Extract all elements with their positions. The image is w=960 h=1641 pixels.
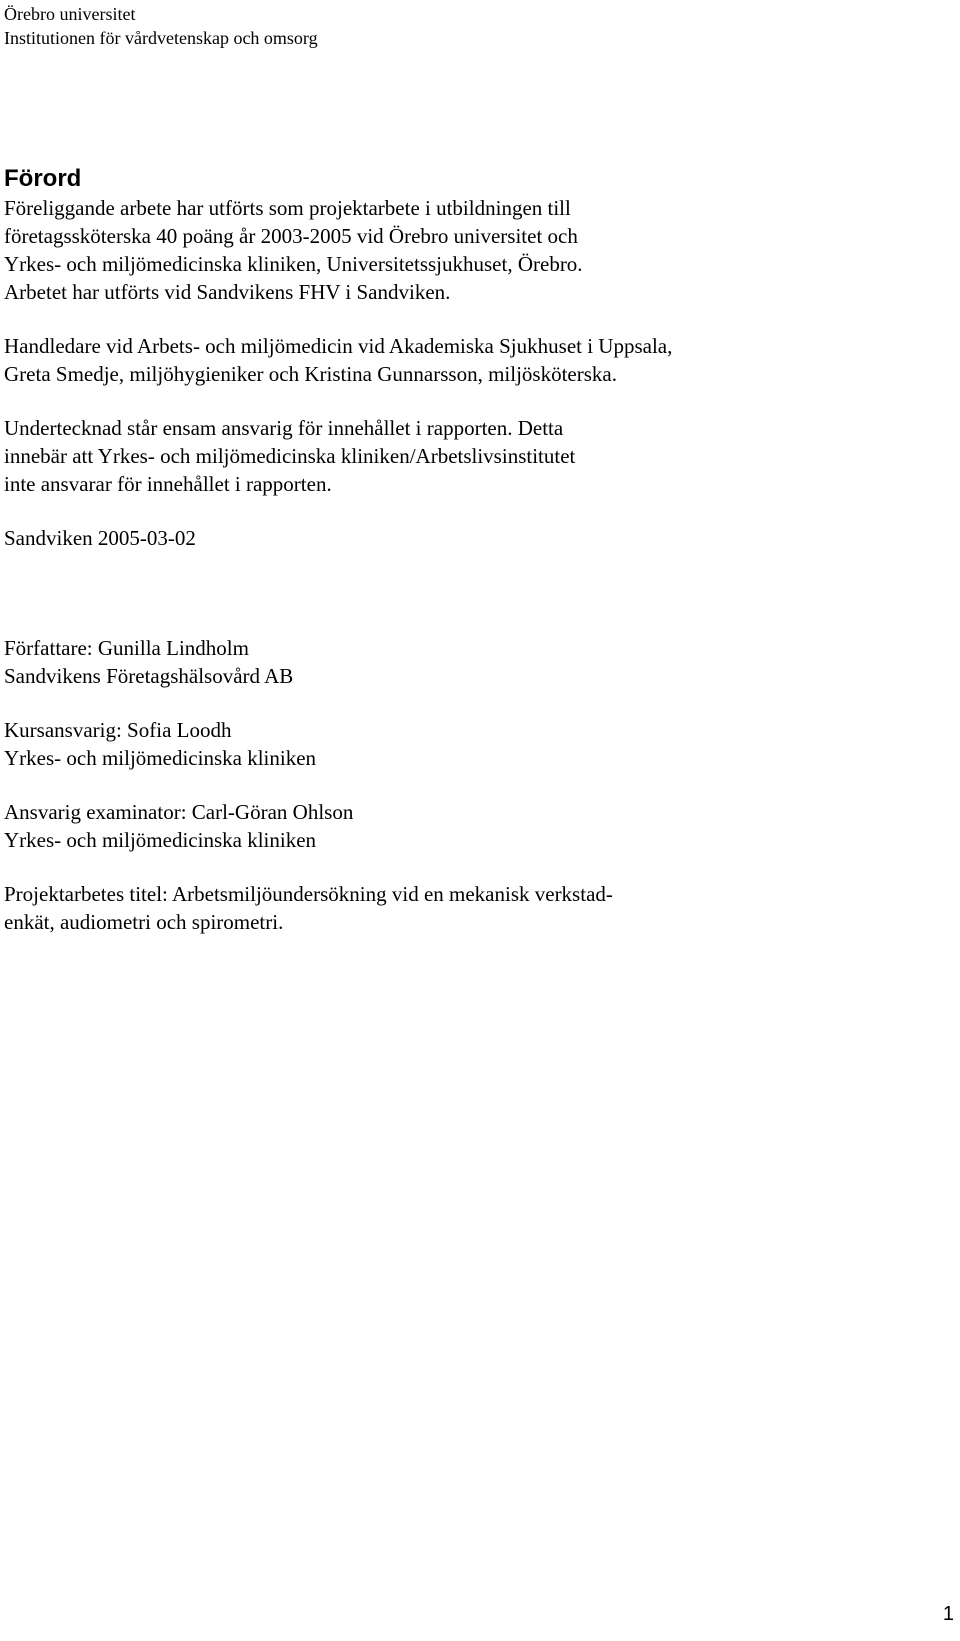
text-line: Föreliggande arbete har utförts som projektarbete i utbildningen till xyxy=(4,196,571,220)
text-line: Handledare vid Arbets- och miljömedicin vid Akademiska Sjukhuset i Uppsala, xyxy=(4,334,673,358)
document-body xyxy=(4,150,934,936)
text-line: Yrkes- och miljömedicinska kliniken xyxy=(4,828,317,852)
text-line: Ansvarig examinator: Carl-Göran Ohlson xyxy=(4,800,354,824)
paragraph-place-date xyxy=(4,524,934,552)
text-line: företagssköterska 40 poäng år 2003-2005 vid Örebro universitet och xyxy=(4,224,578,248)
text-line: Undertecknad står ensam ansvarig för innehållet i rapporten. Detta xyxy=(4,416,564,440)
text-line: Författare: Gunilla Lindholm xyxy=(4,636,249,660)
paragraph-author xyxy=(4,634,934,690)
text-line: Projektarbetes titel: Arbetsmiljöundersökning vid en mekanisk verkstad- xyxy=(4,882,613,906)
text-line: innebär att Yrkes- och miljömedicinska kliniken/Arbetslivsinstitutet xyxy=(4,444,576,468)
text-line: Sandviken 2005-03-02 xyxy=(4,526,196,550)
page-header xyxy=(4,2,318,50)
document-title: Förord xyxy=(4,165,82,192)
text-line: Greta Smedje, miljöhygieniker och Kristina Gunnarsson, miljösköterska. xyxy=(4,362,617,386)
paragraph-supervisors xyxy=(4,332,934,388)
university-name: Örebro universitet xyxy=(4,4,136,24)
text-line: inte ansvarar för innehållet i rapporten. xyxy=(4,472,332,496)
text-line: Sandvikens Företagshälsovård AB xyxy=(4,664,294,688)
paragraph-responsibility xyxy=(4,414,934,498)
text-line: enkät, audiometri och spirometri. xyxy=(4,910,284,934)
text-line: Yrkes- och miljömedicinska kliniken, Universitetssjukhuset, Örebro. xyxy=(4,252,583,276)
paragraph-project-title xyxy=(4,880,934,936)
page-number: 1 xyxy=(942,1603,954,1625)
department-name: Institutionen för vårdvetenskap och omsorg xyxy=(4,28,318,48)
text-line: Kursansvarig: Sofia Loodh xyxy=(4,718,232,742)
paragraph-examiner xyxy=(4,798,934,854)
paragraph-intro xyxy=(4,194,934,306)
paragraph-course-responsible xyxy=(4,716,934,772)
text-line: Arbetet har utförts vid Sandvikens FHV i Sandviken. xyxy=(4,280,451,304)
text-line: Yrkes- och miljömedicinska kliniken xyxy=(4,746,317,770)
